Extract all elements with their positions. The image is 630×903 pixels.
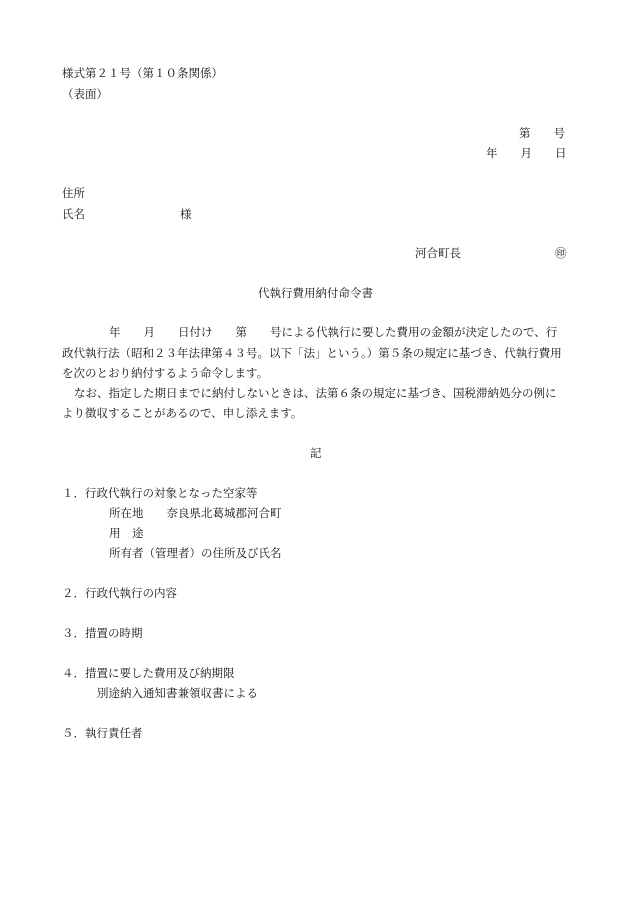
issue-date: 年 月 日 <box>486 146 567 160</box>
item-4-note: 別途納入通知書兼領収書による <box>97 686 258 700</box>
side-label: （表面） <box>62 87 108 101</box>
form-number: 様式第２１号（第１０条関係） <box>62 66 223 80</box>
item-3: ３．措置の時期 <box>62 626 143 640</box>
document-number: 第 号 <box>519 126 565 140</box>
issuer-title: 河合町長 <box>415 246 461 260</box>
body-para1-line3: を次のとおり納付するよう命令します。 <box>62 366 269 380</box>
item-4: ４．措置に要した費用及び納期限 <box>62 666 235 680</box>
seal-mark: ㊞ <box>555 246 567 260</box>
body-para2-line1: なお、指定した期日までに納付しないときは、法第６条の規定に基づき、国税滞納処分の例に <box>74 386 557 400</box>
body-para1-line2: 政代執行法（昭和２３年法律第４３号。以下「法」という。）第５条の規定に基づき、代執行費用 <box>62 346 562 360</box>
item-1-use: 用 途 <box>109 526 144 540</box>
honorific: 様 <box>180 207 192 221</box>
item-1-owner: 所有者（管理者）の住所及び氏名 <box>109 546 282 560</box>
document-title: 代執行費用納付命令書 <box>258 286 373 300</box>
item-1-location: 所在地 奈良県北葛城郡河合町 <box>109 506 282 520</box>
item-5: ５．執行責任者 <box>62 726 143 740</box>
address-label: 住所 <box>62 186 85 200</box>
name-label: 氏名 <box>62 207 85 221</box>
item-1: １．行政代執行の対象となった空家等 <box>62 486 258 500</box>
body-para1-line1: 年 月 日付け 第 号による代執行に要した費用の金額が決定したので、行 <box>109 325 558 339</box>
body-para2-line2: より徴収することがあるので、申し添えます。 <box>62 406 303 420</box>
ki-heading: 記 <box>310 446 322 460</box>
item-2: ２．行政代執行の内容 <box>62 586 177 600</box>
